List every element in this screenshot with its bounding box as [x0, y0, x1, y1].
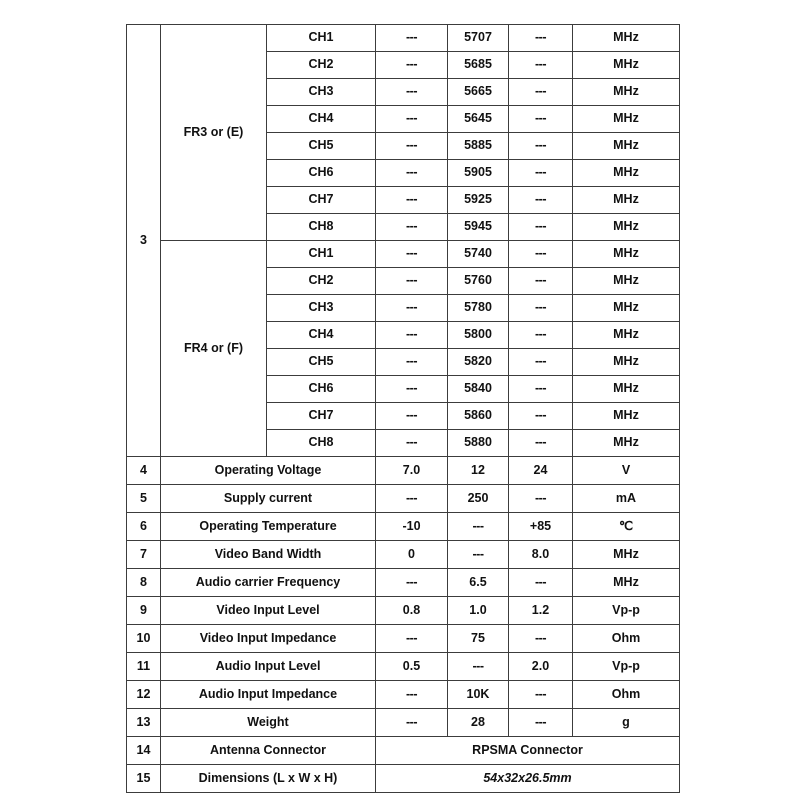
value-min: --- [376, 569, 448, 597]
value-min: --- [376, 681, 448, 709]
value-typ: 5925 [448, 187, 509, 214]
value-max: --- [509, 187, 573, 214]
value-typ: 5760 [448, 268, 509, 295]
value-typ: 250 [448, 485, 509, 513]
spec-name: Audio Input Impedance [161, 681, 376, 709]
spec-index: 11 [127, 653, 161, 681]
channel-label: CH3 [267, 295, 376, 322]
spec-index: 14 [127, 737, 161, 765]
value-typ: 5885 [448, 133, 509, 160]
value-max: 24 [509, 457, 573, 485]
value-min: --- [376, 485, 448, 513]
value-typ: 5740 [448, 241, 509, 268]
spec-index: 12 [127, 681, 161, 709]
value-min: -10 [376, 513, 448, 541]
value-min: --- [376, 241, 448, 268]
value-min: --- [376, 268, 448, 295]
value-unit: V [573, 457, 680, 485]
value-unit: MHz [573, 52, 680, 79]
table-row [127, 513, 680, 541]
value-max: --- [509, 376, 573, 403]
value-max: --- [509, 349, 573, 376]
group-name-fr3: FR3 or (E) [161, 25, 267, 241]
table-row [127, 241, 680, 268]
channel-label: CH8 [267, 214, 376, 241]
value-max: --- [509, 485, 573, 513]
value-min: 0.8 [376, 597, 448, 625]
value-max: --- [509, 52, 573, 79]
table-row [127, 709, 680, 737]
value-min: 0 [376, 541, 448, 569]
value-unit: Vp-p [573, 653, 680, 681]
value-max: --- [509, 268, 573, 295]
value-max: 1.2 [509, 597, 573, 625]
table-row [127, 653, 680, 681]
table-row [127, 457, 680, 485]
table-row [127, 485, 680, 513]
spec-name: Dimensions (L x W x H) [161, 765, 376, 793]
table-row [127, 737, 680, 765]
value-unit: Vp-p [573, 597, 680, 625]
table-row [127, 681, 680, 709]
value-typ: 5860 [448, 403, 509, 430]
value-max: --- [509, 133, 573, 160]
spec-name: Video Band Width [161, 541, 376, 569]
value-unit: MHz [573, 403, 680, 430]
channel-label: CH7 [267, 187, 376, 214]
value-min: --- [376, 349, 448, 376]
value-max: --- [509, 160, 573, 187]
value-min: 0.5 [376, 653, 448, 681]
value-typ: 5800 [448, 322, 509, 349]
value-unit: MHz [573, 79, 680, 106]
value-typ: 12 [448, 457, 509, 485]
value-unit: MHz [573, 241, 680, 268]
table-row [127, 25, 680, 52]
value-max: --- [509, 79, 573, 106]
value-typ: 28 [448, 709, 509, 737]
value-typ: 5880 [448, 430, 509, 457]
channel-label: CH6 [267, 160, 376, 187]
value-min: --- [376, 403, 448, 430]
spec-index: 6 [127, 513, 161, 541]
value-max: --- [509, 430, 573, 457]
spec-name: Supply current [161, 485, 376, 513]
spec-index: 5 [127, 485, 161, 513]
value-min: --- [376, 106, 448, 133]
value-unit: MHz [573, 106, 680, 133]
value-typ: 5840 [448, 376, 509, 403]
spec-name: Operating Temperature [161, 513, 376, 541]
value-typ: 5945 [448, 214, 509, 241]
value-max: --- [509, 625, 573, 653]
value-unit: MHz [573, 187, 680, 214]
value-max: +85 [509, 513, 573, 541]
value-max: --- [509, 681, 573, 709]
spec-name: Audio carrier Frequency [161, 569, 376, 597]
value-max: --- [509, 25, 573, 52]
value-typ: 5685 [448, 52, 509, 79]
spec-name: Video Input Impedance [161, 625, 376, 653]
value-min: --- [376, 160, 448, 187]
value-min: --- [376, 625, 448, 653]
value-min: --- [376, 187, 448, 214]
value-min: --- [376, 322, 448, 349]
value-min: --- [376, 133, 448, 160]
spec-value-wide: RPSMA Connector [376, 737, 680, 765]
value-max: --- [509, 241, 573, 268]
channel-label: CH4 [267, 322, 376, 349]
group-name-fr4: FR4 or (F) [161, 241, 267, 457]
channel-label: CH5 [267, 349, 376, 376]
spec-name: Weight [161, 709, 376, 737]
channel-label: CH6 [267, 376, 376, 403]
specification-table [126, 24, 680, 793]
value-min: --- [376, 376, 448, 403]
value-min: --- [376, 709, 448, 737]
value-min: --- [376, 430, 448, 457]
value-max: --- [509, 106, 573, 133]
value-typ: --- [448, 513, 509, 541]
spec-name: Operating Voltage [161, 457, 376, 485]
value-typ: 75 [448, 625, 509, 653]
value-unit: MHz [573, 541, 680, 569]
value-unit: MHz [573, 349, 680, 376]
table-row [127, 541, 680, 569]
value-min: --- [376, 214, 448, 241]
spec-index: 15 [127, 765, 161, 793]
value-typ: --- [448, 653, 509, 681]
value-unit: Ohm [573, 681, 680, 709]
value-unit: MHz [573, 376, 680, 403]
channel-label: CH7 [267, 403, 376, 430]
value-unit: MHz [573, 268, 680, 295]
value-typ: --- [448, 541, 509, 569]
value-typ: 5665 [448, 79, 509, 106]
value-typ: 5905 [448, 160, 509, 187]
spec-index: 13 [127, 709, 161, 737]
value-max: --- [509, 322, 573, 349]
value-typ: 6.5 [448, 569, 509, 597]
value-unit: MHz [573, 430, 680, 457]
value-max: 2.0 [509, 653, 573, 681]
spec-name: Audio Input Level [161, 653, 376, 681]
table-row [127, 569, 680, 597]
value-typ: 10K [448, 681, 509, 709]
value-max: --- [509, 295, 573, 322]
table-row [127, 765, 680, 793]
channel-label: CH2 [267, 268, 376, 295]
value-min: --- [376, 25, 448, 52]
value-unit: MHz [573, 295, 680, 322]
channel-label: CH1 [267, 25, 376, 52]
value-unit: MHz [573, 569, 680, 597]
value-unit: g [573, 709, 680, 737]
channel-label: CH2 [267, 52, 376, 79]
value-max: --- [509, 709, 573, 737]
spec-name: Video Input Level [161, 597, 376, 625]
value-typ: 5707 [448, 25, 509, 52]
table-row [127, 597, 680, 625]
table-body [127, 25, 680, 793]
value-typ: 5645 [448, 106, 509, 133]
value-unit: MHz [573, 214, 680, 241]
spec-index: 7 [127, 541, 161, 569]
group-index-cell: 3 [127, 25, 161, 457]
value-unit: ℃ [573, 513, 680, 541]
value-unit: MHz [573, 25, 680, 52]
spec-name: Antenna Connector [161, 737, 376, 765]
value-typ: 5780 [448, 295, 509, 322]
channel-label: CH5 [267, 133, 376, 160]
table-row [127, 625, 680, 653]
value-max: --- [509, 214, 573, 241]
channel-label: CH8 [267, 430, 376, 457]
spec-value-wide: 54x32x26.5mm [376, 765, 680, 793]
spec-index: 4 [127, 457, 161, 485]
value-max: --- [509, 569, 573, 597]
value-unit: MHz [573, 160, 680, 187]
channel-label: CH4 [267, 106, 376, 133]
spec-index: 8 [127, 569, 161, 597]
value-max: --- [509, 403, 573, 430]
value-min: --- [376, 295, 448, 322]
value-unit: MHz [573, 133, 680, 160]
value-min: --- [376, 52, 448, 79]
spec-index: 10 [127, 625, 161, 653]
value-unit: mA [573, 485, 680, 513]
value-unit: Ohm [573, 625, 680, 653]
channel-label: CH1 [267, 241, 376, 268]
value-unit: MHz [573, 322, 680, 349]
value-max: 8.0 [509, 541, 573, 569]
channel-label: CH3 [267, 79, 376, 106]
value-min: 7.0 [376, 457, 448, 485]
spec-index: 9 [127, 597, 161, 625]
value-min: --- [376, 79, 448, 106]
value-typ: 5820 [448, 349, 509, 376]
value-typ: 1.0 [448, 597, 509, 625]
